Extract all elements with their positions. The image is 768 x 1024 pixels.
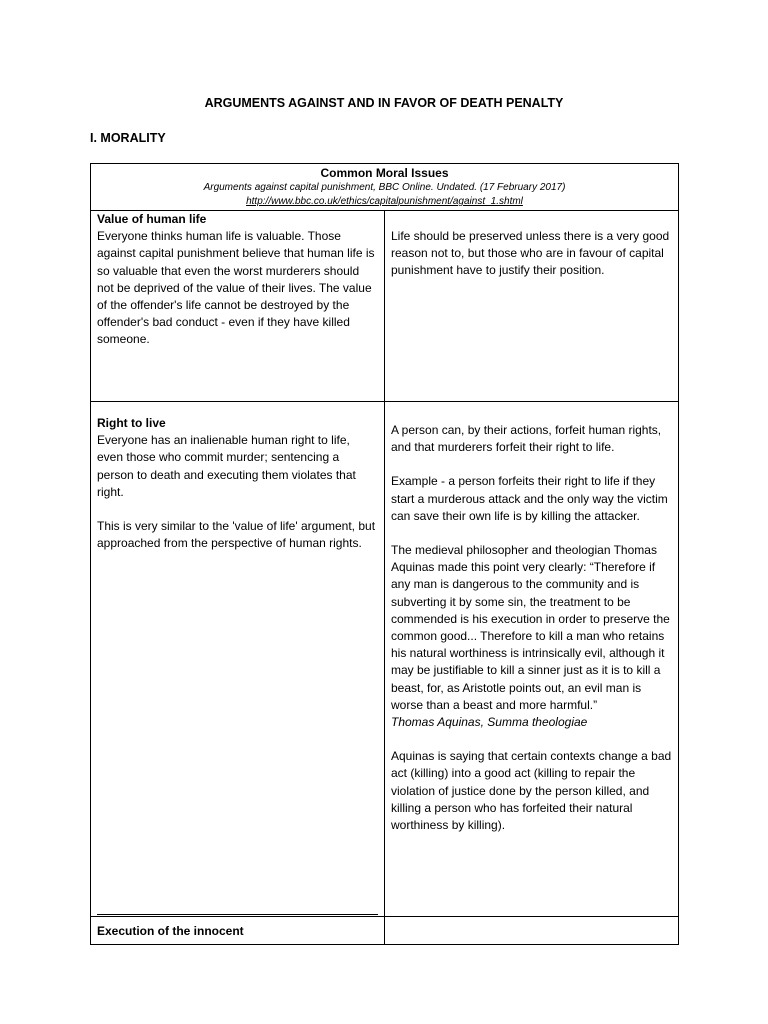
argument-text: A person can, by their actions, forfeit human rights, and that murderers forfeit their right to life. — [391, 423, 662, 455]
argument-against-cell — [91, 402, 385, 917]
argument-text: Everyone has an inalienable human right to life, even those who commit murder; sentencing a person to death and executing them violates that right. — [97, 433, 356, 499]
argument-favor-cell — [385, 402, 679, 917]
table-header-cell — [91, 164, 679, 211]
argument-text: This is very similar to the 'value of life' argument, but approached from the perspective of human rights. — [97, 519, 376, 551]
argument-text: Life should be preserved unless there is a very good reason not to, but those who are in favour of capital punishment have to justify their position. — [391, 229, 670, 278]
quote-attribution: Thomas Aquinas, Summa theologiae — [391, 715, 588, 730]
aquinas-quote: The medieval philosopher and theologian Thomas Aquinas made this point very clearly: “Therefore if any man is dangerous to the community and is subverting it by some sin, the treatment to be commended is his execution in order to preserve the common good... Therefore to kill a man who retains his natural worthiness is intrinsically evil, although it may be justifiable to kill a sinner just as it is to kill a beast, for, as Aristotle points out, an evil man is worse than a beast and more harmful.” — [391, 543, 670, 712]
argument-text: Example - a person forfeits their right to life if they start a murderous attack and the only way the victim can save their own life is by killing the attacker. — [391, 474, 668, 523]
argument-against-cell — [91, 211, 385, 402]
section-heading: I. MORALITY — [90, 131, 166, 145]
source-link[interactable]: http://www.bbc.co.uk/ethics/capitalpunishment/against_1.shtml — [246, 196, 523, 207]
table-row — [91, 402, 679, 917]
argument-label: Execution of the innocent — [97, 924, 244, 938]
moral-issues-table — [90, 163, 679, 945]
argument-favor-cell — [385, 917, 679, 945]
argument-label: Value of human life — [97, 212, 207, 226]
argument-favor-cell — [385, 211, 679, 402]
source-citation: Arguments against capital punishment, BBC Online. Undated. (17 February 2017) — [203, 182, 566, 193]
argument-against-cell — [91, 917, 385, 945]
horizontal-rule — [97, 914, 378, 915]
table-row — [91, 917, 679, 945]
table-header-row — [91, 164, 679, 211]
argument-text: Everyone thinks human life is valuable. Those against capital punishment believe that human life is so valuable that even the worst murderers should not be deprived of the value of their lives. The value of the offender's life cannot be destroyed by the offender's bad conduct - even if they have killed someone. — [97, 229, 375, 347]
argument-label: Right to live — [97, 416, 166, 430]
argument-text: Aquinas is saying that certain contexts change a bad act (killing) into a good act (killing to repair the violation of justice done by the person killed, and killing a person who has forfeited their natural worthiness by killing). — [391, 749, 672, 833]
table-row — [91, 211, 679, 402]
document-title: ARGUMENTS AGAINST AND IN FAVOR OF DEATH PENALTY — [204, 96, 564, 110]
table-header-title: Common Moral Issues — [320, 166, 449, 180]
